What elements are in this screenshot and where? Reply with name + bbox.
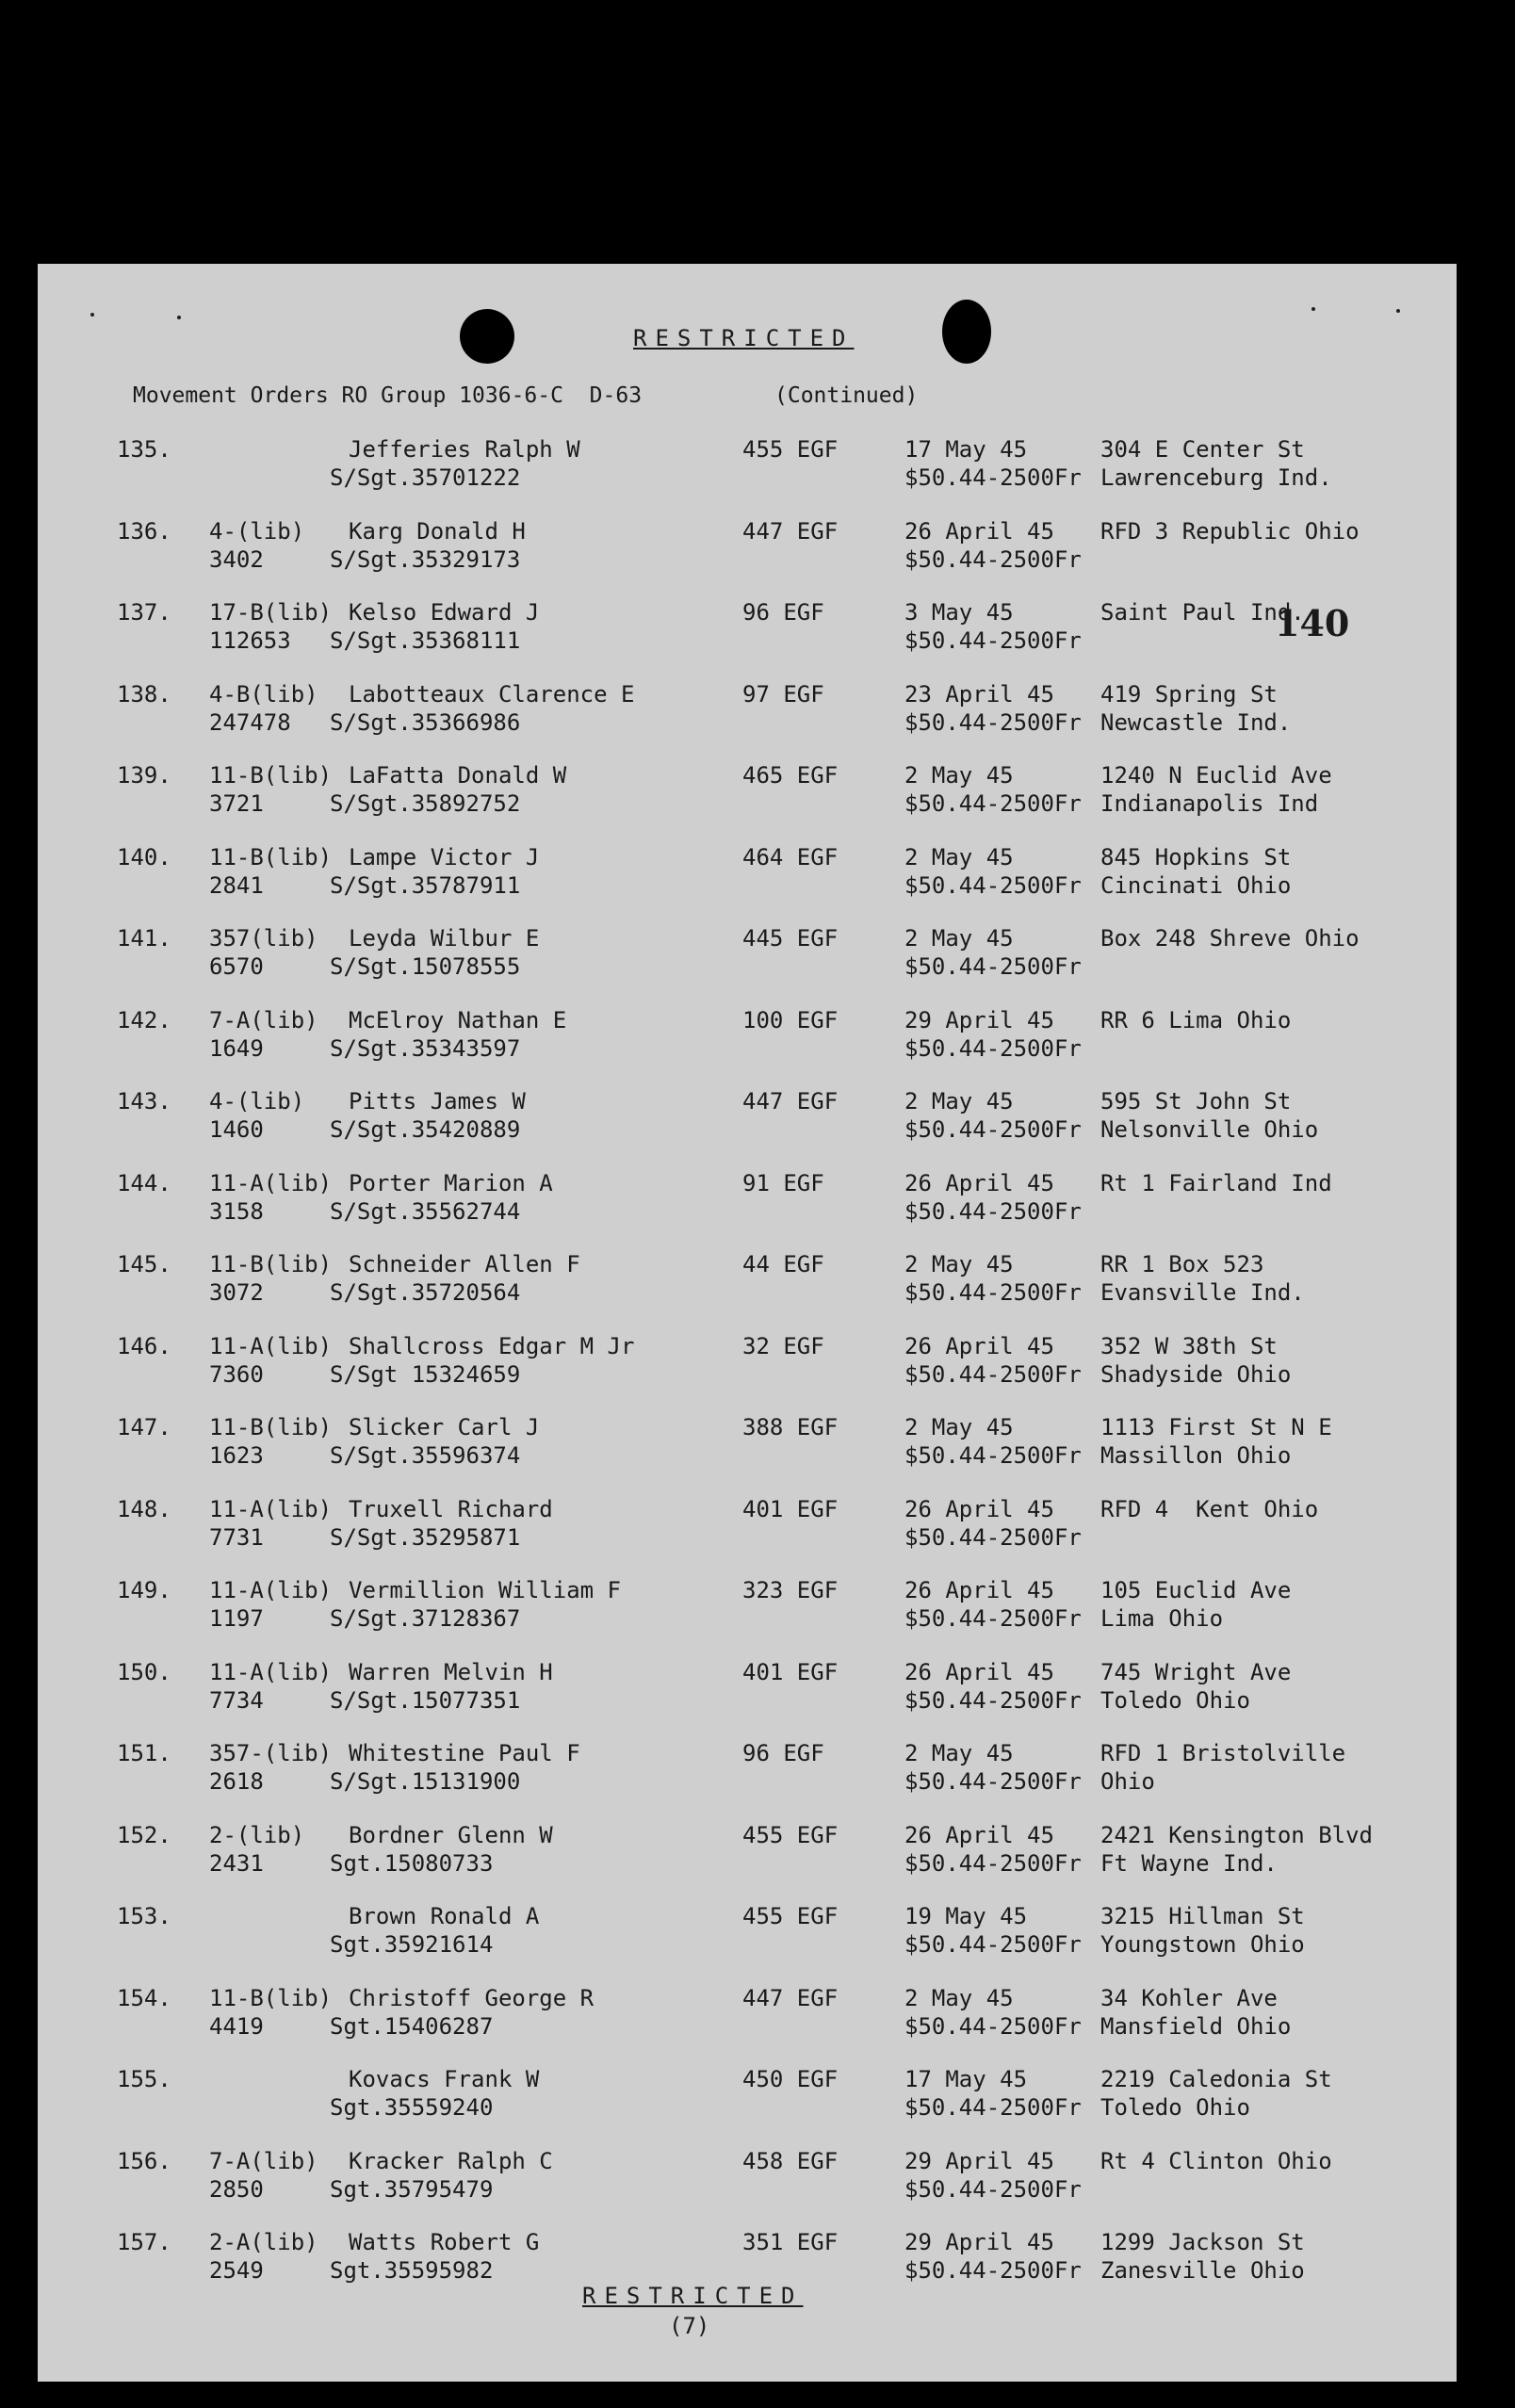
classification-footer: RESTRICTED xyxy=(582,2283,804,2309)
payment-amount: $50.44-2500Fr xyxy=(904,1849,1082,1877)
order-date: 29 April 45 xyxy=(904,1006,1054,1033)
home-address: 105 Euclid Ave xyxy=(1100,1577,1292,1603)
roster-entry xyxy=(38,436,1457,512)
continued-label: (Continued) xyxy=(774,383,919,408)
unit-code-number: 7734 xyxy=(209,1686,264,1714)
pay-code: 455 EGF xyxy=(742,436,839,463)
pay-code: 447 EGF xyxy=(742,1088,839,1115)
roster-entry xyxy=(38,1414,1457,1489)
unit-code: 11-A(lib) xyxy=(209,1495,333,1522)
unit-code: 2-(lib) xyxy=(209,1821,305,1848)
roster-entry xyxy=(38,681,1457,757)
home-address-line2: Evansville Ind. xyxy=(1100,1279,1305,1306)
home-address: 419 Spring St xyxy=(1100,680,1278,708)
home-address: RFD 1 Bristolville xyxy=(1100,1740,1346,1766)
pay-code: 401 EGF xyxy=(742,1495,839,1522)
soldier-name: Whitestine Paul F xyxy=(349,1740,580,1766)
payment-amount: $50.44-2500Fr xyxy=(904,2175,1082,2203)
order-date: 2 May 45 xyxy=(904,1251,1014,1277)
home-address: 595 St John St xyxy=(1100,1088,1292,1115)
order-date: 29 April 45 xyxy=(904,2147,1054,2174)
payment-amount: $50.44-2500Fr xyxy=(904,1116,1082,1143)
order-date: 17 May 45 xyxy=(904,436,1028,463)
rank-serial: S/Sgt.35720564 xyxy=(330,1279,521,1306)
unit-code-number: 4419 xyxy=(209,2012,264,2040)
punch-hole xyxy=(460,309,514,364)
pay-code: 447 EGF xyxy=(742,1984,839,2011)
unit-code: 11-A(lib) xyxy=(209,1169,333,1196)
home-address: Rt 1 Fairland Ind xyxy=(1100,1169,1332,1196)
order-date: 26 April 45 xyxy=(904,1577,1054,1603)
entry-number: 135. xyxy=(117,436,171,463)
unit-code-number: 1623 xyxy=(209,1442,264,1469)
rank-serial: Sgt.15406287 xyxy=(330,2012,494,2040)
unit-code: 4-B(lib) xyxy=(209,680,318,708)
home-address: 2421 Kensington Blvd xyxy=(1100,1821,1373,1848)
payment-amount: $50.44-2500Fr xyxy=(904,1442,1082,1469)
entry-number: 157. xyxy=(117,2229,171,2255)
payment-amount: $50.44-2500Fr xyxy=(904,1931,1082,1958)
rank-serial: S/Sgt.35366986 xyxy=(330,708,521,736)
entry-number: 145. xyxy=(117,1251,171,1277)
home-address-line2: Toledo Ohio xyxy=(1100,1686,1250,1714)
soldier-name: Slicker Carl J xyxy=(349,1414,540,1440)
rank-serial: S/Sgt.35295871 xyxy=(330,1523,521,1551)
payment-amount: $50.44-2500Fr xyxy=(904,627,1082,654)
order-date: 23 April 45 xyxy=(904,680,1054,708)
entry-number: 155. xyxy=(117,2066,171,2092)
home-address: 1299 Jackson St xyxy=(1100,2229,1305,2255)
unit-code-number: 1460 xyxy=(209,1116,264,1143)
rank-serial: Sgt.15080733 xyxy=(330,1849,494,1877)
payment-amount: $50.44-2500Fr xyxy=(904,1034,1082,1062)
order-date: 26 April 45 xyxy=(904,1332,1054,1359)
entry-number: 154. xyxy=(117,1984,171,2011)
unit-code-number: 2850 xyxy=(209,2175,264,2203)
soldier-name: Pitts James W xyxy=(349,1088,526,1115)
entry-number: 142. xyxy=(117,1006,171,1033)
roster-entry xyxy=(38,2066,1457,2141)
payment-amount: $50.44-2500Fr xyxy=(904,1523,1082,1551)
roster-entry xyxy=(38,762,1457,838)
rank-serial: Sgt.35921614 xyxy=(330,1931,494,1958)
order-date: 2 May 45 xyxy=(904,1740,1014,1766)
order-date: 2 May 45 xyxy=(904,1088,1014,1115)
pay-code: 445 EGF xyxy=(742,925,839,952)
soldier-name: Warren Melvin H xyxy=(349,1658,553,1685)
unit-code: 11-A(lib) xyxy=(209,1658,333,1685)
entry-number: 146. xyxy=(117,1332,171,1359)
pay-code: 96 EGF xyxy=(742,1740,824,1766)
home-address-line2: Zanesville Ohio xyxy=(1100,2257,1305,2284)
pay-code: 401 EGF xyxy=(742,1658,839,1685)
unit-code: 11-A(lib) xyxy=(209,1577,333,1603)
rank-serial: S/Sgt.37128367 xyxy=(330,1605,521,1632)
soldier-name: Truxell Richard xyxy=(349,1495,553,1522)
entry-number: 140. xyxy=(117,843,171,870)
payment-amount: $50.44-2500Fr xyxy=(904,871,1082,899)
home-address: RR 1 Box 523 xyxy=(1100,1251,1264,1277)
unit-code: 4-(lib) xyxy=(209,517,305,545)
order-date: 26 April 45 xyxy=(904,1821,1054,1848)
unit-code-number: 3158 xyxy=(209,1197,264,1225)
unit-code: 7-A(lib) xyxy=(209,2147,318,2174)
home-address-line2: Indianapolis Ind xyxy=(1100,790,1319,817)
home-address-line2: Newcastle Ind. xyxy=(1100,708,1292,736)
pay-code: 447 EGF xyxy=(742,517,839,545)
rank-serial: S/Sgt.35343597 xyxy=(330,1034,521,1062)
order-date: 26 April 45 xyxy=(904,1658,1054,1685)
order-date: 2 May 45 xyxy=(904,843,1014,870)
roster-entry xyxy=(38,1577,1457,1652)
roster-entry xyxy=(38,1333,1457,1408)
payment-amount: $50.44-2500Fr xyxy=(904,1360,1082,1388)
roster-entry xyxy=(38,599,1457,675)
soldier-name: Kovacs Frank W xyxy=(349,2066,540,2092)
pay-code: 323 EGF xyxy=(742,1577,839,1603)
order-date: 2 May 45 xyxy=(904,925,1014,952)
home-address: 845 Hopkins St xyxy=(1100,843,1292,870)
unit-code: 357-(lib) xyxy=(209,1740,333,1766)
speck xyxy=(177,316,181,319)
home-address: 1113 First St N E xyxy=(1100,1414,1332,1440)
order-date: 2 May 45 xyxy=(904,1414,1014,1440)
entry-number: 153. xyxy=(117,1903,171,1929)
roster-entry xyxy=(38,1496,1457,1571)
home-address-line2: Mansfield Ohio xyxy=(1100,2012,1292,2040)
unit-code: 11-B(lib) xyxy=(209,843,333,870)
unit-code: 11-A(lib) xyxy=(209,1332,333,1359)
pay-code: 97 EGF xyxy=(742,680,824,708)
soldier-name: Brown Ronald A xyxy=(349,1903,540,1929)
home-address: 352 W 38th St xyxy=(1100,1332,1278,1359)
rank-serial: S/Sgt.35596374 xyxy=(330,1442,521,1469)
soldier-name: Lampe Victor J xyxy=(349,843,540,870)
speck xyxy=(1311,307,1315,311)
rank-serial: S/Sgt.35701222 xyxy=(330,464,521,491)
unit-code: 17-B(lib) xyxy=(209,599,333,626)
pay-code: 44 EGF xyxy=(742,1251,824,1277)
order-date: 3 May 45 xyxy=(904,599,1014,626)
roster-entry xyxy=(38,844,1457,919)
order-date: 26 April 45 xyxy=(904,517,1054,545)
home-address: RR 6 Lima Ohio xyxy=(1100,1006,1292,1033)
rank-serial: S/Sgt.35368111 xyxy=(330,627,521,654)
soldier-name: Kelso Edward J xyxy=(349,599,540,626)
roster-entry xyxy=(38,1985,1457,2060)
unit-code-number: 2841 xyxy=(209,871,264,899)
home-address: 1240 N Euclid Ave xyxy=(1100,762,1332,789)
entry-number: 137. xyxy=(117,599,171,626)
roster-entry xyxy=(38,1822,1457,1897)
soldier-name: Karg Donald H xyxy=(349,517,526,545)
order-date: 26 April 45 xyxy=(904,1495,1054,1522)
pay-code: 96 EGF xyxy=(742,599,824,626)
pay-code: 100 EGF xyxy=(742,1006,839,1033)
home-address-line2: Ft Wayne Ind. xyxy=(1100,1849,1278,1877)
rank-serial: Sgt.35795479 xyxy=(330,2175,494,2203)
soldier-name: Porter Marion A xyxy=(349,1169,553,1196)
home-address: Saint Paul Ind. xyxy=(1100,599,1305,626)
roster-entry xyxy=(38,2148,1457,2223)
home-address-line2: Massillon Ohio xyxy=(1100,1442,1292,1469)
rank-serial: S/Sgt.35420889 xyxy=(330,1116,521,1143)
order-date: 17 May 45 xyxy=(904,2066,1028,2092)
entry-number: 144. xyxy=(117,1169,171,1196)
home-address-line2: Lima Ohio xyxy=(1100,1605,1224,1632)
soldier-name: McElroy Nathan E xyxy=(349,1006,567,1033)
entry-number: 148. xyxy=(117,1495,171,1522)
unit-code-number: 1649 xyxy=(209,1034,264,1062)
soldier-name: Shallcross Edgar M Jr xyxy=(349,1332,635,1359)
payment-amount: $50.44-2500Fr xyxy=(904,464,1082,491)
speck xyxy=(90,313,94,317)
entry-number: 138. xyxy=(117,680,171,708)
rank-serial: Sgt.35595982 xyxy=(330,2257,494,2284)
entry-number: 149. xyxy=(117,1577,171,1603)
soldier-name: Vermillion William F xyxy=(349,1577,621,1603)
pay-code: 465 EGF xyxy=(742,762,839,789)
roster-entry xyxy=(38,1740,1457,1815)
pay-code: 455 EGF xyxy=(742,1821,839,1848)
document-page xyxy=(38,264,1457,2382)
payment-amount: $50.44-2500Fr xyxy=(904,1197,1082,1225)
unit-code-number: 7731 xyxy=(209,1523,264,1551)
roster-entry xyxy=(38,1903,1457,1978)
rank-serial: S/Sgt.15077351 xyxy=(330,1686,521,1714)
rank-serial: S/Sgt 15324659 xyxy=(330,1360,521,1388)
margin-number: 140 xyxy=(1275,602,1350,644)
payment-amount: $50.44-2500Fr xyxy=(904,790,1082,817)
rank-serial: Sgt.35559240 xyxy=(330,2094,494,2121)
page-number: (7) xyxy=(669,2313,710,2339)
roster-entry xyxy=(38,1088,1457,1163)
unit-code-number: 2549 xyxy=(209,2257,264,2284)
entry-number: 151. xyxy=(117,1740,171,1766)
payment-amount: $50.44-2500Fr xyxy=(904,1605,1082,1632)
entry-number: 141. xyxy=(117,925,171,952)
unit-code: 2-A(lib) xyxy=(209,2229,318,2255)
unit-code: 4-(lib) xyxy=(209,1088,305,1115)
payment-amount: $50.44-2500Fr xyxy=(904,1279,1082,1306)
home-address-line2: Shadyside Ohio xyxy=(1100,1360,1292,1388)
unit-code-number: 7360 xyxy=(209,1360,264,1388)
entry-number: 136. xyxy=(117,517,171,545)
unit-code-number: 247478 xyxy=(209,708,291,736)
unit-code-number: 3721 xyxy=(209,790,264,817)
pay-code: 388 EGF xyxy=(742,1414,839,1440)
order-date: 29 April 45 xyxy=(904,2229,1054,2255)
rank-serial: S/Sgt.35787911 xyxy=(330,871,521,899)
unit-code-number: 2431 xyxy=(209,1849,264,1877)
entry-number: 156. xyxy=(117,2147,171,2174)
soldier-name: Jefferies Ralph W xyxy=(349,436,580,463)
unit-code-number: 3072 xyxy=(209,1279,264,1306)
rank-serial: S/Sgt.15078555 xyxy=(330,953,521,980)
entry-number: 147. xyxy=(117,1414,171,1440)
order-date: 26 April 45 xyxy=(904,1169,1054,1196)
pay-code: 351 EGF xyxy=(742,2229,839,2255)
roster-entry xyxy=(38,1659,1457,1734)
entry-number: 143. xyxy=(117,1088,171,1115)
soldier-name: Schneider Allen F xyxy=(349,1251,580,1277)
home-address: Box 248 Shreve Ohio xyxy=(1100,925,1360,952)
pay-code: 91 EGF xyxy=(742,1169,824,1196)
home-address-line2: Cincinati Ohio xyxy=(1100,871,1292,899)
soldier-name: Kracker Ralph C xyxy=(349,2147,553,2174)
soldier-name: LaFatta Donald W xyxy=(349,762,567,789)
unit-code: 11-B(lib) xyxy=(209,762,333,789)
entry-number: 139. xyxy=(117,762,171,789)
entry-number: 150. xyxy=(117,1658,171,1685)
pay-code: 458 EGF xyxy=(742,2147,839,2174)
roster-entry xyxy=(38,1007,1457,1082)
unit-code-number: 3402 xyxy=(209,545,264,573)
home-address: 34 Kohler Ave xyxy=(1100,1984,1278,2011)
document-title: Movement Orders RO Group 1036-6-C D-63 xyxy=(133,383,643,408)
payment-amount: $50.44-2500Fr xyxy=(904,545,1082,573)
payment-amount: $50.44-2500Fr xyxy=(904,2257,1082,2284)
roster-entry xyxy=(38,925,1457,1001)
home-address-line2: Youngstown Ohio xyxy=(1100,1931,1305,1958)
home-address: RFD 3 Republic Ohio xyxy=(1100,517,1360,545)
payment-amount: $50.44-2500Fr xyxy=(904,2012,1082,2040)
home-address: 304 E Center St xyxy=(1100,436,1305,463)
home-address: RFD 4 Kent Ohio xyxy=(1100,1495,1319,1522)
home-address: Rt 4 Clinton Ohio xyxy=(1100,2147,1332,2174)
pay-code: 464 EGF xyxy=(742,843,839,870)
payment-amount: $50.44-2500Fr xyxy=(904,2094,1082,2121)
order-date: 19 May 45 xyxy=(904,1903,1028,1929)
order-date: 2 May 45 xyxy=(904,1984,1014,2011)
pay-code: 455 EGF xyxy=(742,1903,839,1929)
speck xyxy=(1396,309,1400,313)
unit-code-number: 1197 xyxy=(209,1605,264,1632)
classification-header: RESTRICTED xyxy=(633,325,855,351)
rank-serial: S/Sgt.15131900 xyxy=(330,1768,521,1795)
unit-code-number: 6570 xyxy=(209,953,264,980)
unit-code-number: 2618 xyxy=(209,1768,264,1795)
home-address-line2: Toledo Ohio xyxy=(1100,2094,1250,2121)
soldier-name: Bordner Glenn W xyxy=(349,1821,553,1848)
home-address-line2: Ohio xyxy=(1100,1768,1155,1795)
payment-amount: $50.44-2500Fr xyxy=(904,1686,1082,1714)
punch-hole xyxy=(942,300,991,364)
unit-code: 7-A(lib) xyxy=(209,1006,318,1033)
soldier-name: Watts Robert G xyxy=(349,2229,540,2255)
unit-code: 11-B(lib) xyxy=(209,1984,333,2011)
roster-entry xyxy=(38,518,1457,594)
home-address: 745 Wright Ave xyxy=(1100,1658,1292,1685)
soldier-name: Leyda Wilbur E xyxy=(349,925,540,952)
pay-code: 450 EGF xyxy=(742,2066,839,2092)
payment-amount: $50.44-2500Fr xyxy=(904,953,1082,980)
order-date: 2 May 45 xyxy=(904,762,1014,789)
home-address: 3215 Hillman St xyxy=(1100,1903,1305,1929)
home-address-line2: Lawrenceburg Ind. xyxy=(1100,464,1332,491)
home-address-line2: Nelsonville Ohio xyxy=(1100,1116,1319,1143)
unit-code: 357(lib) xyxy=(209,925,318,952)
roster-entry xyxy=(38,1251,1457,1326)
roster-entry xyxy=(38,1170,1457,1245)
rank-serial: S/Sgt.35562744 xyxy=(330,1197,521,1225)
payment-amount: $50.44-2500Fr xyxy=(904,1768,1082,1795)
payment-amount: $50.44-2500Fr xyxy=(904,708,1082,736)
pay-code: 32 EGF xyxy=(742,1332,824,1359)
home-address: 2219 Caledonia St xyxy=(1100,2066,1332,2092)
unit-code-number: 112653 xyxy=(209,627,291,654)
entry-number: 152. xyxy=(117,1821,171,1848)
unit-code: 11-B(lib) xyxy=(209,1414,333,1440)
rank-serial: S/Sgt.35892752 xyxy=(330,790,521,817)
unit-code: 11-B(lib) xyxy=(209,1251,333,1277)
soldier-name: Christoff George R xyxy=(349,1984,595,2011)
rank-serial: S/Sgt.35329173 xyxy=(330,545,521,573)
soldier-name: Labotteaux Clarence E xyxy=(349,680,635,708)
